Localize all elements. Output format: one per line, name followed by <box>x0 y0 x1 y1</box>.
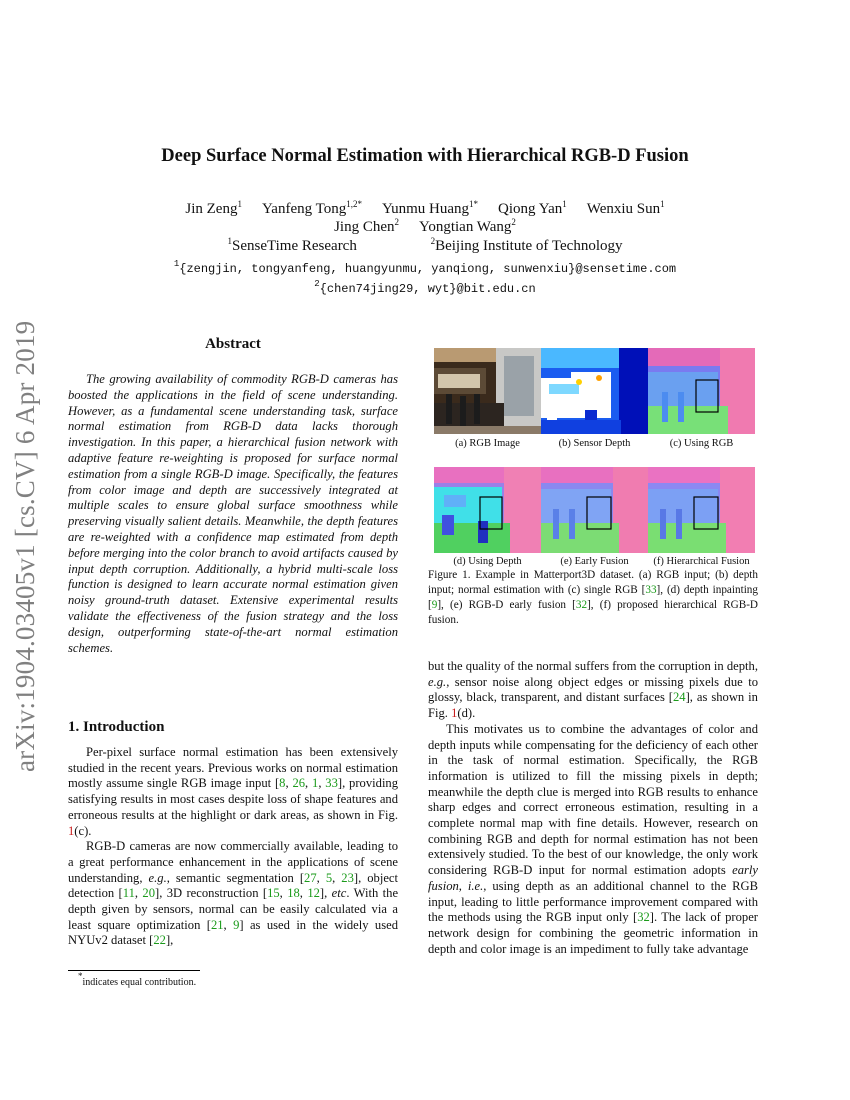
citation-link[interactable]: 26 <box>292 776 306 791</box>
citation-link[interactable]: 23 <box>341 870 354 885</box>
author: Qiong Yan$^1$ <box>498 199 567 217</box>
author: Wenxiu Sun$^1$ <box>586 199 665 217</box>
citation-link[interactable]: 22 <box>153 933 166 948</box>
footnote-rule <box>68 970 200 971</box>
author: Jin Zeng$^1$ <box>185 199 242 217</box>
thumb-using-depth <box>434 467 541 553</box>
citation-link[interactable]: 20 <box>142 886 155 901</box>
arxiv-stamp: arXiv:1904.03405v1 [cs.CV] 6 Apr 2019 <box>10 320 40 772</box>
footnote: *indicates equal contribution. <box>78 971 197 988</box>
figure-1-caption: Figure 1. Example in Matterport3D dataset. (a) RGB input; (b) depth input; normal estimation with (c) single RGB [33], (d) depth inpainting [9], (e) RGB-D early fusion [32], (f) proposed hierarchical RGB-D fusion. <box>428 569 758 626</box>
authors-line-1 <box>0 201 850 218</box>
section-heading-introduction: 1. Introduction <box>68 719 165 735</box>
abstract-heading: Abstract <box>205 336 261 352</box>
intro-paragraph-1: Per-pixel surface normal estimation has been extensively studied in the recent years. Previous works on normal estimation mostly assume single RGB image input [8, 26, 1, 33], providing satisfying results in most cases despite loss of shape features and erroneous results at the highlight or dark areas, as shown in Fig. 1(c). <box>68 745 399 838</box>
citation-link[interactable]: 9 <box>431 599 438 611</box>
citation-link[interactable]: 1 <box>312 776 319 791</box>
thumb-sensor-depth <box>541 348 648 434</box>
author: Yanfeng Tong$^{1,2*}$ <box>261 199 362 217</box>
left-column-body <box>68 745 398 949</box>
figure-link[interactable]: 1 <box>451 706 458 721</box>
email-line-1: $^1${zengjin, tongyanfeng, huangyunmu, yanqiong, sunwenxiu}@sensetime.com <box>173 259 677 276</box>
citation-link[interactable]: 18 <box>287 886 300 901</box>
caption-e: (e) Early Fusion <box>560 556 629 567</box>
caption-f: (f) Hierarchical Fusion <box>653 556 750 567</box>
caption-b: (b) Sensor Depth <box>558 438 631 449</box>
paper-title: Deep Surface Normal Estimation with Hierarchical RGB-D Fusion <box>161 146 689 166</box>
citation-link[interactable]: 15 <box>267 886 280 901</box>
right-paragraph-1: but the quality of the normal suffers from the corruption in depth, e.g., sensor noise along object edges or missing pixels due to glossy, black, transparent, and distant surfaces [24], as shown in Fig. 1(d). <box>428 659 758 721</box>
citation-link[interactable]: 32 <box>575 599 588 611</box>
affiliation-2: $^2$Beijing Institute of Technology <box>430 236 623 254</box>
citation-link[interactable]: 33 <box>325 776 338 791</box>
thumb-hierarchical-fusion <box>648 467 755 553</box>
right-column-body <box>428 659 758 957</box>
citation-link[interactable]: 11 <box>122 886 135 901</box>
citation-link[interactable]: 27 <box>304 870 317 885</box>
caption-c: (c) Using RGB <box>669 438 734 449</box>
caption-a: (a) RGB Image <box>455 438 520 449</box>
citation-link[interactable]: 12 <box>307 886 320 901</box>
author: Yongtian Wang$^2$ <box>419 217 516 235</box>
intro-paragraph-2: RGB-D cameras are now commercially available, leading to a great performance enhancement in the applications of scene understanding, e.g., semantic segmentation [27, 5, 23], object detection [11, 20], 3D reconstruction [15, 18, 12], etc. With the depth given by sensors, normal can be easily calculated via a least square optimization [21, 9] as used in the widely used NYUv2 dataset [22], <box>68 839 399 948</box>
citation-link[interactable]: 21 <box>210 917 224 932</box>
abstract-text: The growing availability of commodity RGB-D cameras has boosted the applications in the field of scene understanding. However, as a fundamental scene understanding task, surface normal estimation from RGB-D data lacks thorough investigation. In this paper, a hierarchical fusion network with adaptive feature re-weighting is proposed for surface normal estimation from a single RGB-D image. Specifically, the features from color image and depth are successively integrated at multiple scales to ensure global surface smoothness while preserving visually salient details. Meanwhile, the depth features are re-weighted with a confidence map estimated from depth before merging into the color branch to avoid artifacts caused by input depth corruption. Additionally, a hybrid multi-scale loss function is designed to learn accurate normal estimation given noisy ground-truth dataset. Extensive experimental results validate the effectiveness of the fusion strategy and the loss design, outperforming state-of-the-art normal estimation schemes. <box>68 372 398 655</box>
authors-line-2 <box>0 219 850 236</box>
affiliation-1: $^1$SenseTime Research <box>227 236 357 254</box>
thumb-using-rgb <box>648 348 755 434</box>
citation-link[interactable]: 24 <box>673 690 686 705</box>
citation-link[interactable]: 9 <box>233 917 240 932</box>
figure-link[interactable]: 1 <box>68 823 75 838</box>
email-line-2: $^2${chen74jing29, wyt}@bit.edu.cn <box>314 279 536 296</box>
citation-link[interactable]: 5 <box>325 870 333 885</box>
author: Jing Chen$^2$ <box>334 217 399 235</box>
affiliations <box>0 238 850 255</box>
thumb-rgb-image <box>434 348 541 434</box>
caption-d: (d) Using Depth <box>453 556 522 567</box>
citation-link[interactable]: 8 <box>279 776 286 791</box>
thumb-early-fusion <box>541 467 648 553</box>
right-paragraph-2: This motivates us to combine the advantages of color and depth inputs while compensating for the deficiency of each other in the task of normal estimation. Specifically, the RGB information is utilized to fill the missing pixels in depth; meanwhile the depth clue is merged into RGB results to enhance sharp edges and correct erroneous estimation, resulting in a complete normal map with fine details. However, research on combining RGB and depth for normal estimation has not been extensively studied. To the best of our knowledge, the only work considering RGB-D input for normal estimation adopts early fusion, i.e., using depth as an additional channel to the RGB input, leading to little performance improvement compared with the methods using the RGB input only [32]. The lack of proper network design for combining the geometric information in depth and color image is an impediment to fully take advantage <box>428 721 758 956</box>
citation-link[interactable]: 33 <box>645 584 657 596</box>
author: Yunmu Huang$^{1*}$ <box>381 199 479 217</box>
citation-link[interactable]: 32 <box>637 910 650 925</box>
